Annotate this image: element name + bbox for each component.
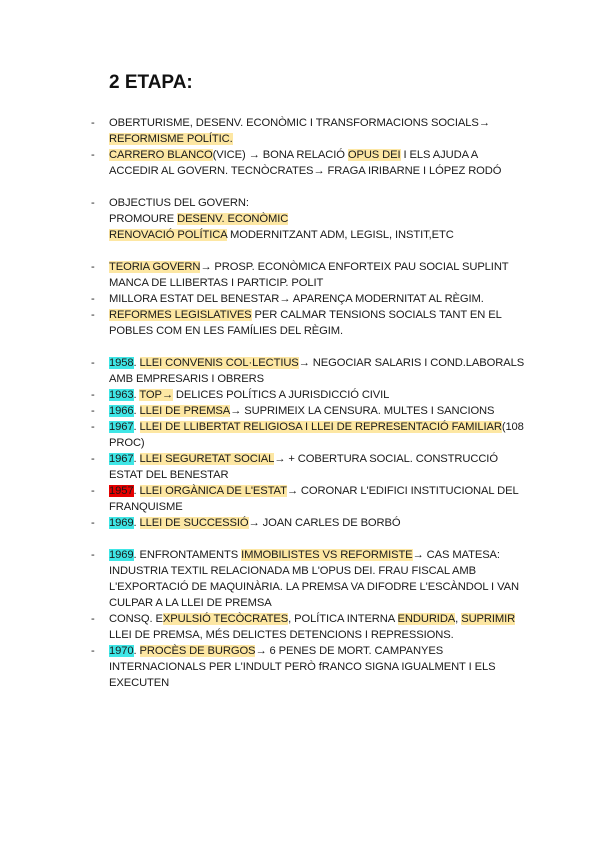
list-item [109,307,529,339]
highlighted-text: OPUS DEI [347,149,401,161]
list-item [109,259,529,291]
spacer [109,243,529,259]
highlighted-text: REFORMES LEGISLATIVES [109,309,252,321]
text-segment: LLEI DE PREMSA, MÉS DELICTES DETENCIONS I REPRESSIONS. [109,629,454,641]
list-item [109,611,529,643]
text-segment: , [455,613,462,625]
spacer [109,531,529,547]
list-item [109,387,529,403]
text-segment: → JOAN CARLES DE BORBÓ [248,517,401,529]
text-segment: → CORONAR L'EDIFICI INSTITUCIONAL DEL FRANQUISME [109,485,519,513]
highlighted-text: LLEI DE SUCCESSIÓ [139,517,249,529]
highlighted-text: RENOVACIÓ POLÍTICA [109,229,227,241]
highlighted-text: 1967 [109,421,134,433]
list-item [109,451,529,483]
list-item [109,115,529,147]
text-segment: (108 PROC) [109,421,524,449]
text-segment: I ELS AJUDA A ACCEDIR AL GOVERN. TECNÒCRATES→ FRAGA IRIBARNE I LÓPEZ RODÓ [109,149,502,177]
text-segment: → SUPRIMEIX LA CENSURA. MULTES I SANCIONS [230,405,495,417]
spacer [109,339,529,355]
spacer [109,179,529,195]
text-segment: . [133,405,140,417]
highlighted-text: 1967 [109,453,134,465]
text-segment: MODERNITZANT ADM, LEGISL, INSTIT,ETC [226,229,454,241]
highlighted-text: 1969 [109,517,134,529]
highlighted-text: LLEI DE PREMSA [139,405,231,417]
highlighted-text: 1969 [109,549,134,561]
text-segment: . [133,357,140,369]
text-segment: → + COBERTURA SOCIAL. CONSTRUCCIÓ ESTAT DEL BENESTAR [109,453,498,481]
list-item [109,547,529,611]
list-item [109,291,529,307]
text-segment: OBJECTIUS DEL GOVERN: [109,197,249,209]
highlighted-text: REFORMISME POLÍTIC. [109,133,233,145]
highlighted-text: LLEI CONVENIS COL·LECTIUS [139,357,299,369]
highlighted-text: IMMOBILISTES VS REFORMISTE [241,549,413,561]
highlighted-text: CARRERO BLANCO [109,149,213,161]
text-segment: PER CALMAR TENSIONS SOCIALS TANT EN EL POBLES COM EN LES FAMÍLIES DEL RÈGIM. [109,309,502,337]
highlighted-text: 1958 [109,357,134,369]
highlighted-text: XPULSIÓ TECÒCRATES [162,613,289,625]
text-segment: → PROSP. ECONÒMICA ENFORTEIX PAU SOCIAL SUPLINT MANCA DE LLIBERTAS I PARTICIP. POLIT [109,261,509,289]
highlighted-text: ENDURIDA [397,613,456,625]
highlighted-text: TOP→ [139,389,173,401]
highlighted-text: LLEI SEGURETAT SOCIAL [139,453,275,465]
text-segment: . [133,485,140,497]
page-title: 2 ETAPA: [109,72,193,93]
highlighted-text: LLEI ORGÀNICA DE L'ESTAT [139,485,287,497]
notes-list [109,115,529,691]
highlighted-text: DESENV. ECONÒMIC [177,213,289,225]
text-segment: PROMOURE [109,213,178,225]
highlighted-text: 1963 [109,389,134,401]
text-segment: , POLÍTICA INTERNA [288,613,398,625]
list-item [109,355,529,387]
highlighted-text: TEORIA GOVERN [109,261,201,273]
text-segment: . ENFRONTAMENTS [133,549,242,561]
text-segment: → 6 PENES DE MORT. CAMPANYES INTERNACIONALS PER L'INDULT PERÒ fRANCO SIGNA IGUALMENT I ELS EXECUTEN [109,645,496,689]
list-item [109,195,529,243]
highlighted-text: 1966 [109,405,134,417]
text-segment: . [133,389,140,401]
text-segment: DELICES POLÍTICS A JURISDICCIÓ CIVIL [172,389,390,401]
list-item [109,515,529,531]
highlighted-text: LLEI DE LLIBERTAT RELIGIOSA I LLEI DE REPRESENTACIÓ FAMILIAR [139,421,502,433]
text-segment: MILLORA ESTAT DEL BENESTAR→ APARENÇA MODERNITAT AL RÈGIM. [109,293,484,305]
list-item [109,643,529,691]
highlighted-text: 1970 [109,645,134,657]
list-item [109,483,529,515]
highlighted-text: 1957 [109,485,134,497]
text-segment: OBERTURISME, DESENV. ECONÒMIC I TRANSFORMACIONS SOCIALS→ [109,117,490,129]
highlighted-text: SUPRIMIR [461,613,516,625]
list-item [109,403,529,419]
list-item [109,419,529,451]
text-segment: → CAS MATESA: INDUSTRIA TEXTIL RELACIONADA MB L'OPUS DEI. FRAU FISCAL AMB L'EXPORTACIÓ DE MAQUINÀRIA. LA PREMSA VA DIFODRE L'ESCÀNDOL I VAN CULPAR A LA LLEI DE PREMSA [109,549,519,609]
text-segment: . [133,421,140,433]
text-segment: . [133,645,140,657]
list-item [109,147,529,179]
text-segment: → NEGOCIAR SALARIS I COND.LABORALS AMB EMPRESARIS I OBRERS [109,357,525,385]
highlighted-text: PROCÈS DE BURGOS [139,645,256,657]
text-segment: CONSQ. E [109,613,163,625]
text-segment: . [133,517,140,529]
text-segment: (VICE) → BONA RELACIÓ [212,149,348,161]
text-segment: . [133,453,140,465]
